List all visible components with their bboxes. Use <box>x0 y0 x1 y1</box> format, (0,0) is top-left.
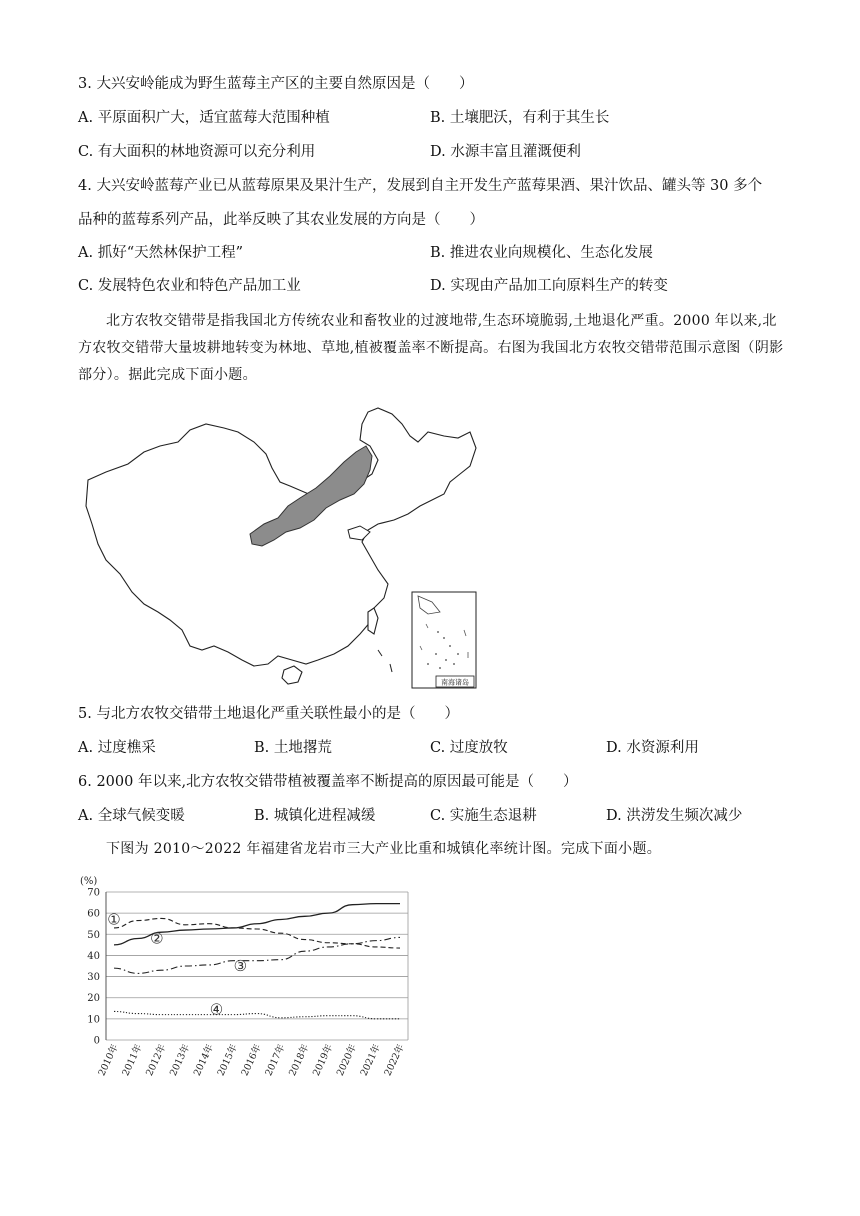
x-tick-label: 2011年 <box>120 1042 145 1078</box>
q5-stem: 5. 与北方农牧交错带土地退化严重关联性最小的是（ ） <box>78 706 459 722</box>
series-label: ② <box>150 929 164 948</box>
q4-option-c: C. 发展特色农业和特色产品加工业 <box>78 278 301 294</box>
passage-farming-pastoral-zone <box>78 308 790 389</box>
q3-option-c: C. 有大面积的林地资源可以充分利用 <box>78 144 316 160</box>
q4-option-b: B. 推进农业向规模化、生态化发展 <box>430 245 653 261</box>
q6-option-d: D. 洪涝发生频次减少 <box>606 808 743 824</box>
passage2-text: 下图为 2010～2022 年福建省龙岩市三大产业比重和城镇化率统计图。完成下面小题。 <box>106 841 662 857</box>
q3-stem: 3. 大兴安岭能成为野生蓝莓主产区的主要自然原因是（ ） <box>78 76 474 92</box>
industry-urbanization-chart <box>70 870 420 1110</box>
y-tick-label: 40 <box>87 950 100 962</box>
china-map <box>78 402 480 692</box>
y-tick-label: 10 <box>87 1014 100 1026</box>
x-tick-label: 2021年 <box>358 1042 383 1078</box>
q5-option-a: A. 过度樵采 <box>78 740 156 756</box>
x-tick-label: 2014年 <box>191 1042 217 1078</box>
x-tick-label: 2020年 <box>334 1042 360 1078</box>
x-tick-label: 2022年 <box>382 1042 407 1078</box>
q4-stem-line2: 品种的蓝莓系列产品，此举反映了其农业发展的方向是（ ） <box>78 212 484 228</box>
y-tick-label: 30 <box>87 972 100 984</box>
x-tick-label: 2010年 <box>96 1042 121 1078</box>
hainan-island <box>282 666 302 684</box>
q5-option-b: B. 土地撂荒 <box>254 740 332 756</box>
x-tick-label: 2016年 <box>239 1042 264 1078</box>
x-tick-label: 2017年 <box>263 1042 288 1078</box>
x-tick-label: 2012年 <box>144 1042 169 1078</box>
q5-option-d: D. 水资源利用 <box>606 740 699 756</box>
q4-option-a: A. 抓好“天然林保护工程” <box>78 245 244 261</box>
y-tick-label: 60 <box>87 908 100 920</box>
x-tick-label: 2019年 <box>311 1042 336 1078</box>
q3-option-d: D. 水源丰富且灌溉便利 <box>430 144 581 160</box>
y-tick-label: 0 <box>93 1035 100 1047</box>
q6-option-a: A. 全球气候变暖 <box>78 808 185 824</box>
q6-option-b: B. 城镇化进程减缓 <box>254 808 376 824</box>
y-axis-label: (%) <box>80 876 98 887</box>
inset-label: 南海诸岛 <box>441 678 469 687</box>
taiwan-island <box>368 608 378 634</box>
q5-option-c: C. 过度放牧 <box>430 740 508 756</box>
series-label: ④ <box>209 1000 224 1019</box>
nine-dash-line <box>378 650 392 672</box>
q3-option-b: B. 土壤肥沃，有利于其生长 <box>430 110 610 126</box>
x-tick-label: 2018年 <box>287 1042 312 1078</box>
y-tick-label: 70 <box>87 887 100 899</box>
q6-stem: 6. 2000 年以来,北方农牧交错带植被覆盖率不断提高的原因最可能是（ ） <box>78 774 578 790</box>
q6-option-c: C. 实施生态退耕 <box>430 808 537 824</box>
x-tick-label: 2015年 <box>215 1042 240 1078</box>
x-tick-label: 2013年 <box>168 1042 193 1078</box>
y-tick-label: 20 <box>87 993 100 1005</box>
q3-option-a: A. 平原面积广大，适宜蓝莓大范围种植 <box>78 110 330 126</box>
south-china-sea-inset <box>412 592 476 688</box>
series-label: ① <box>107 910 121 929</box>
y-tick-label: 50 <box>87 929 100 941</box>
q4-option-d: D. 实现由产品加工向原料生产的转变 <box>430 278 668 294</box>
passage-text: 北方农牧交错带是指我国北方传统农业和畜牧业的过渡地带,生态环境脆弱,土地退化严重。2000 年以来,北方农牧交错带大量坡耕地转变为林地、草地,植被覆盖率不断提高。右图为我国北方农牧交错带范围示意图（阴影部分）。据此完成下面小题。 <box>78 313 784 383</box>
series-label: ③ <box>233 957 248 975</box>
passage-chart-intro <box>78 836 790 863</box>
series-line <box>114 1011 400 1018</box>
q4-stem-line1: 4. 大兴安岭蓝莓产业已从蓝莓原果及果汁生产，发展到自主开发生产蓝莓果酒、果汁饮品、罐头等 30 多个 <box>78 178 763 194</box>
